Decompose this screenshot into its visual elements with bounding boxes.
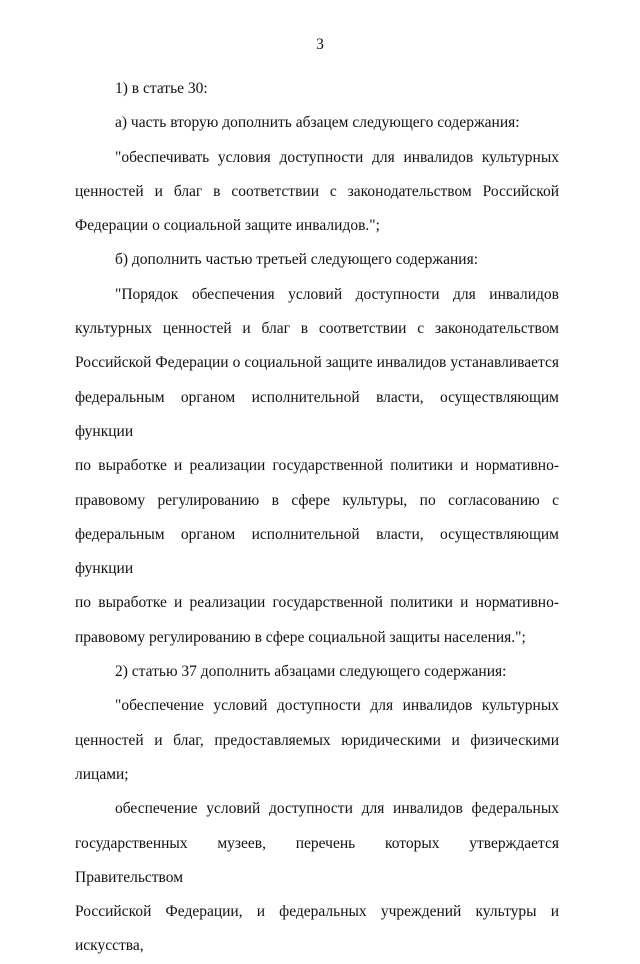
text-line: б) дополнить частью третьей следующего содержания: xyxy=(115,251,479,269)
text-line: 1) в статье 30: xyxy=(115,80,208,97)
text-line: 2) статью 37 дополнить абзацами следующего содержания: xyxy=(115,663,507,681)
paragraph xyxy=(75,106,559,140)
text-line: ценностей и благ в соответствии с законодательством Российской xyxy=(75,182,559,200)
text-line: а) часть вторую дополнить абзацем следующего содержания: xyxy=(115,114,520,132)
paragraph xyxy=(75,689,559,792)
text-line: ценностей и благ, предоставляемых юридическими и физическими лицами; xyxy=(75,731,559,783)
text-line: по выработке и реализации государственной политики и нормативно- xyxy=(75,594,559,612)
text-line: федеральным органом исполнительной власти, осуществляющим функции xyxy=(75,525,559,578)
text-line: Российской Федерации о социальной защите инвалидов устанавливается xyxy=(75,354,559,372)
text-line: федеральным органом исполнительной власти, осуществляющим функции xyxy=(75,388,559,440)
paragraph xyxy=(75,792,559,963)
paragraph xyxy=(75,243,559,277)
text-line: правовому регулированию в сфере культуры, по согласованию с xyxy=(75,491,559,509)
text-line: правовому регулированию в сфере социальной защиты населения."; xyxy=(75,628,526,646)
paragraph xyxy=(75,141,559,244)
text-line: "обеспечивать условия доступности для инвалидов культурных xyxy=(115,148,559,166)
page-number: 3 xyxy=(316,36,324,53)
text-line: Федерации о социальной защите инвалидов."; xyxy=(75,217,380,235)
text-line: "Порядок обеспечения условий доступности для инвалидов xyxy=(115,285,559,303)
document-body xyxy=(75,72,559,964)
text-line: государственных музеев, перечень которых утверждается Правительством xyxy=(75,834,559,886)
text-line: обеспечение условий доступности для инвалидов федеральных xyxy=(115,800,559,818)
text-line: Российской Федерации, и федеральных учреждений культуры и искусства, xyxy=(75,903,559,955)
text-line: "обеспечение условий доступности для инвалидов культурных xyxy=(115,697,559,715)
paragraph xyxy=(75,655,559,689)
text-line: культурных ценностей и благ в соответствии с законодательством xyxy=(75,320,559,338)
paragraph xyxy=(75,278,559,655)
text-line: по выработке и реализации государственной политики и нормативно- xyxy=(75,457,559,475)
paragraph xyxy=(75,72,559,106)
